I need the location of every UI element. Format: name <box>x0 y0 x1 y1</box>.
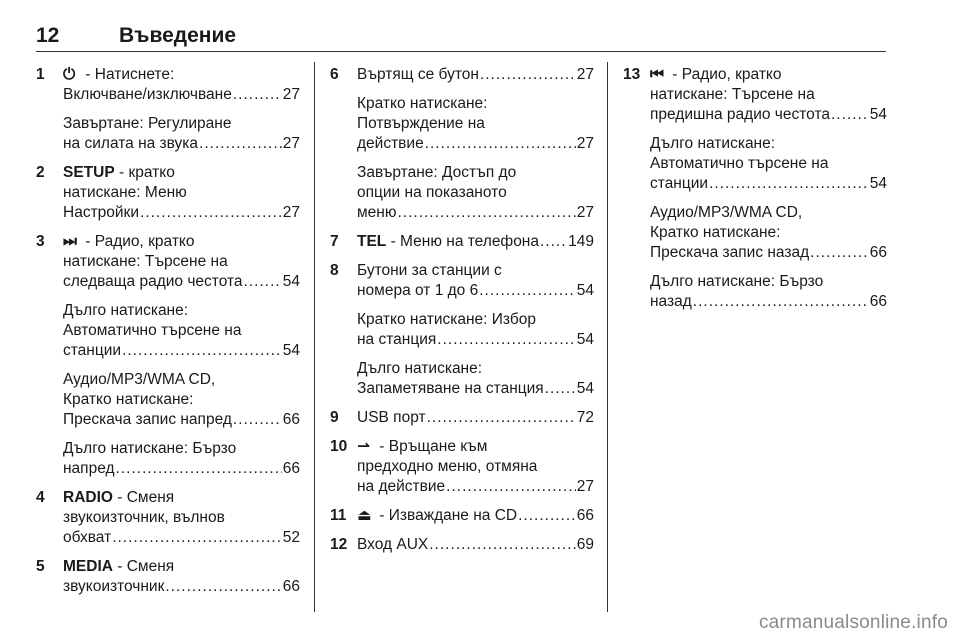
entry-number: 6 <box>330 66 339 83</box>
entry-4: 4 RADIO - Сменя звукоизточник, вълнов обхват ..... 52 <box>36 488 300 548</box>
entry-3: 3 ⏭ - Радио, кратко натискане: Търсене на следваща радио честота ..... 54 Дълго натискане: Автоматично търсене на станции ..... 54 Аудио/MP3/WMA CD, Кратко натискане: Прескача запис напред ..... 66 Дълго натискане: Бързо напред ..... 66 <box>36 232 300 479</box>
page-ref: 54 <box>576 331 594 348</box>
entry-number: 12 <box>330 536 348 553</box>
entry-number: 4 <box>36 489 45 506</box>
page-header <box>36 24 886 52</box>
page-ref: 27 <box>576 66 594 83</box>
page-ref: 66 <box>282 578 300 595</box>
page-ref: 27 <box>576 204 594 221</box>
page-ref: 27 <box>282 86 300 103</box>
page-ref: 27 <box>576 135 594 152</box>
entry-11: 11 ⏏ - Изваждане на CD ..... 66 <box>330 506 594 526</box>
entry-number: 13 <box>623 66 641 83</box>
entry-number: 1 <box>36 66 45 83</box>
page-ref: 54 <box>869 175 887 192</box>
page-number: 12 <box>36 24 60 47</box>
entry-12: 12 Вход AUX ..... 69 <box>330 535 594 555</box>
column-3 <box>623 65 887 321</box>
page-ref: 27 <box>576 478 594 495</box>
back-icon: ⇀ <box>357 438 370 455</box>
tel-key-label: TEL <box>357 233 387 250</box>
entry-6: 6 Въртящ се бутон ..... 27 Кратко натискане: Потвърждение на действие ..... 27 Завъртане: Достъп до опции на показаното меню ..... 27 <box>330 65 594 223</box>
page-ref: 66 <box>282 411 300 428</box>
page-ref: 27 <box>282 135 300 152</box>
entry-number: 3 <box>36 233 45 250</box>
page-ref: 66 <box>869 244 887 261</box>
previous-track-icon: ⏮ <box>650 66 664 83</box>
eject-icon: ⏏ <box>357 507 372 524</box>
page-ref: 27 <box>282 204 300 221</box>
entry-number: 8 <box>330 262 339 279</box>
page-ref: 54 <box>282 342 300 359</box>
page-ref: 72 <box>576 409 594 426</box>
entry-number: 10 <box>330 438 348 455</box>
column-1 <box>36 65 300 606</box>
entry-13: 13 ⏮ - Радио, кратко натискане: Търсене на предишна радио честота ..... 54 Дълго натискане: Автоматично търсене на станции ..... 54 Аудио/MP3/WMA CD, Кратко натискане: Прескача запис назад ..... 66 Дълго натискане: Бързо назад ..... 66 <box>623 65 887 312</box>
page-ref: 54 <box>869 106 887 123</box>
next-track-icon: ⏭ <box>63 233 77 250</box>
page-ref: 54 <box>576 380 594 397</box>
radio-key-label: RADIO <box>63 489 113 506</box>
page-ref: 69 <box>576 536 594 553</box>
entry-number: 9 <box>330 409 339 426</box>
entry-5: 5 MEDIA - Сменя звукоизточник ..... 66 <box>36 557 300 597</box>
entry-2: 2 SETUP - кратко натискане: Меню Настройки ..... 27 <box>36 163 300 223</box>
page-ref: 54 <box>282 273 300 290</box>
entry-number: 5 <box>36 558 45 575</box>
entry-8: 8 Бутони за станции с номера от 1 до 6 ..... 54 Кратко натискане: Избор на станция ..... 54 Дълго натискане: Запаметяване на станция ..... 54 <box>330 261 594 399</box>
column-divider <box>607 62 608 612</box>
entry-number: 11 <box>330 507 347 524</box>
setup-key-label: SETUP <box>63 164 115 181</box>
entry-10: 10 ⇀ - Връщане към предходно меню, отмяна на действие ..... 27 <box>330 437 594 497</box>
entry-1: 1 ⏻ - Натиснете: Включване/изключване ..... 27 Завъртане: Регулиране на силата на звука ..... 27 <box>36 65 300 154</box>
page-ref: 52 <box>282 529 300 546</box>
page-ref: 66 <box>869 293 887 310</box>
power-icon: ⏻ <box>63 66 76 83</box>
column-divider <box>314 62 315 612</box>
page-ref: 54 <box>576 282 594 299</box>
watermark: carmanualsonline.info <box>758 612 948 633</box>
entry-9: 9 USB порт ..... 72 <box>330 408 594 428</box>
page-ref: 149 <box>568 233 594 250</box>
page-ref: 66 <box>576 507 594 524</box>
header-rule <box>36 51 886 52</box>
page-ref: 66 <box>282 460 300 477</box>
media-key-label: MEDIA <box>63 558 113 575</box>
column-2 <box>330 65 594 564</box>
entry-number: 2 <box>36 164 45 181</box>
section-title: Въведение <box>119 24 237 47</box>
entry-number: 7 <box>330 233 339 250</box>
entry-7: 7 TEL - Меню на телефона ..... 149 <box>330 232 594 252</box>
